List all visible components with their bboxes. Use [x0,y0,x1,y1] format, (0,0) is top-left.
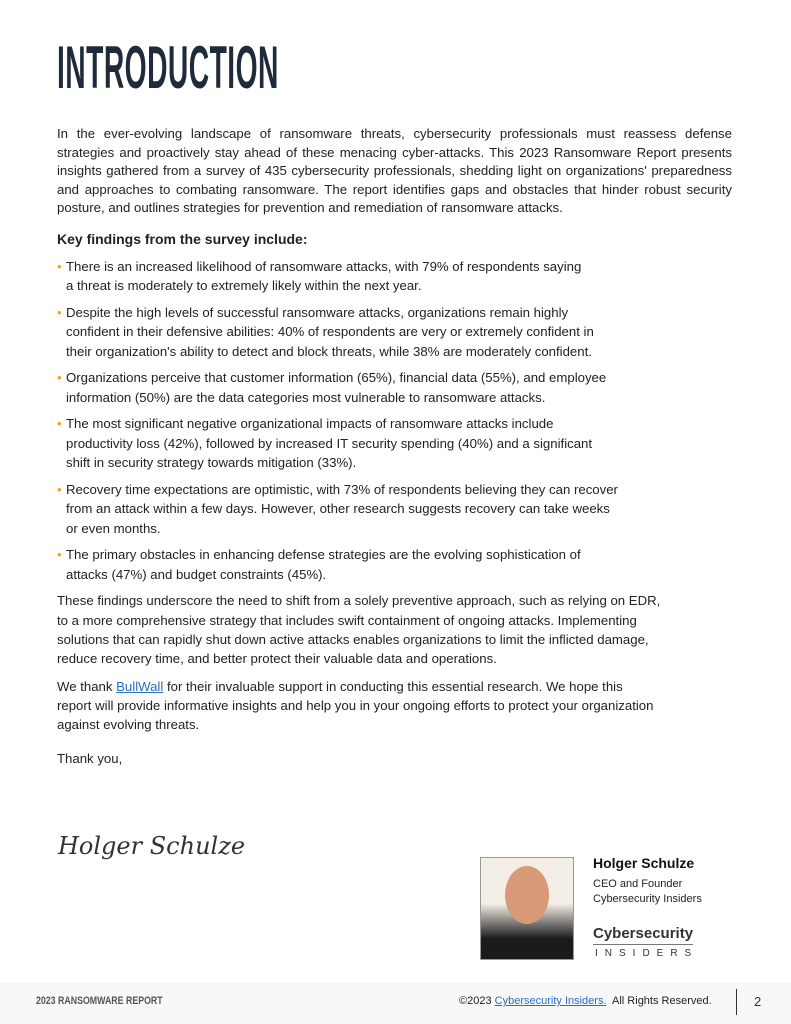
thanks-text: for their invaluable support in conducting this essential research. We hope this report will provide informative insights and help you in your ongoing efforts to protect your organization against evolving threats. [57,678,654,733]
footer-report-title: 2023 RANSOMWARE REPORT [36,995,163,1007]
signature: Holger Schulze [58,832,246,860]
list-item-text: The primary obstacles in enhancing defense strategies are the evolving sophistication of attacks (47%) and budget constraints (45%). [66,547,581,582]
author-title: CEO and Founder [593,878,683,890]
key-findings-heading: Key findings from the survey include: [57,230,308,247]
footer-divider [736,989,737,1015]
intro-paragraph: In the ever-evolving landscape of ransomware threats, cybersecurity professionals must reassess defense strategies and proactively stay ahead of these menacing cyber-attacks. This 2023 Ransomware Report presents insights gathered from a survey of 435 cybersecurity professionals, shedding light on organizations' preparedness and approaches to combating ransomware. The report identifies gaps and obstacles that hinder robust security posture, and outlines strategies for prevention and remediation of ransomware attacks. [57,126,732,216]
author-role [593,877,702,907]
list-item-text: Recovery time expectations are optimistic, with 73% of respondents believing they can recover from an attack within a few days. However, other research suggests recovery can take weeks or even months. [66,481,618,536]
footer [0,983,791,1024]
bullet-icon: • [57,416,62,432]
list-item [57,545,732,584]
bullet-icon: • [57,370,62,386]
list-item-text: Despite the high levels of successful ransomware attacks, organizations remain highly confident in their defensive abilities: 40% of respondents are very or extremely confident in their organization's ability to detect and block threats, while 38% are moderately confident. [66,304,594,359]
logo-subtitle: INSIDERS [595,948,699,959]
author-face [505,866,549,924]
findings-list [57,257,732,585]
author-company: Cybersecurity Insiders [593,893,702,905]
thanks-text: We thank [57,678,117,694]
bullet-icon: • [57,258,62,274]
list-item-text: The most significant negative organizational impacts of ransomware attacks include productivity loss (42%), followed by increased IT security spending (40%) and a significant shift in security strategy towards mitigation (33%). [66,416,593,471]
list-item [57,303,732,362]
copyright-text: ©2023 [459,995,495,1007]
list-item-text: There is an increased likelihood of ransomware attacks, with 79% of respondents saying a threat is moderately to extremely likely within the next year. [66,258,582,294]
closing-text: Thank you, [57,750,123,766]
cybersecurity-insiders-link[interactable]: Cybersecurity Insiders. [494,995,607,1007]
list-item [57,480,732,539]
list-item [57,368,732,407]
list-item [57,257,732,296]
rights-text: All Rights Reserved. [606,995,712,1007]
body-content [57,125,732,776]
logo-wordmark: Cybersecurity [593,925,693,945]
footer-copyright [459,995,712,1007]
page-title: INTRODUCTION [57,34,279,101]
bullet-icon: • [57,481,62,497]
bullet-icon: • [57,547,62,563]
author-photo [480,857,574,960]
thanks-paragraph [57,677,732,735]
list-item-text: Organizations perceive that customer information (65%), financial data (55%), and employee information (50%) are the data categories most vulnerable to ransomware attacks. [66,370,607,405]
conclusion-paragraph: These findings underscore the need to shift from a solely preventive approach, such as relying on EDR, to a more comprehensive strategy that includes swift containment of ongoing attacks. Implementing solutions that can rapidly shut down active attacks enables organizations to limit the inflicted damage, reduce recovery time, and better protect their valuable data and operations. [57,593,661,667]
bullwall-link[interactable]: BullWall [116,678,164,694]
author-name: Holger Schulze [593,855,695,871]
list-item [57,414,732,473]
page-number: 2 [754,994,762,1009]
bullet-icon: • [57,304,62,320]
